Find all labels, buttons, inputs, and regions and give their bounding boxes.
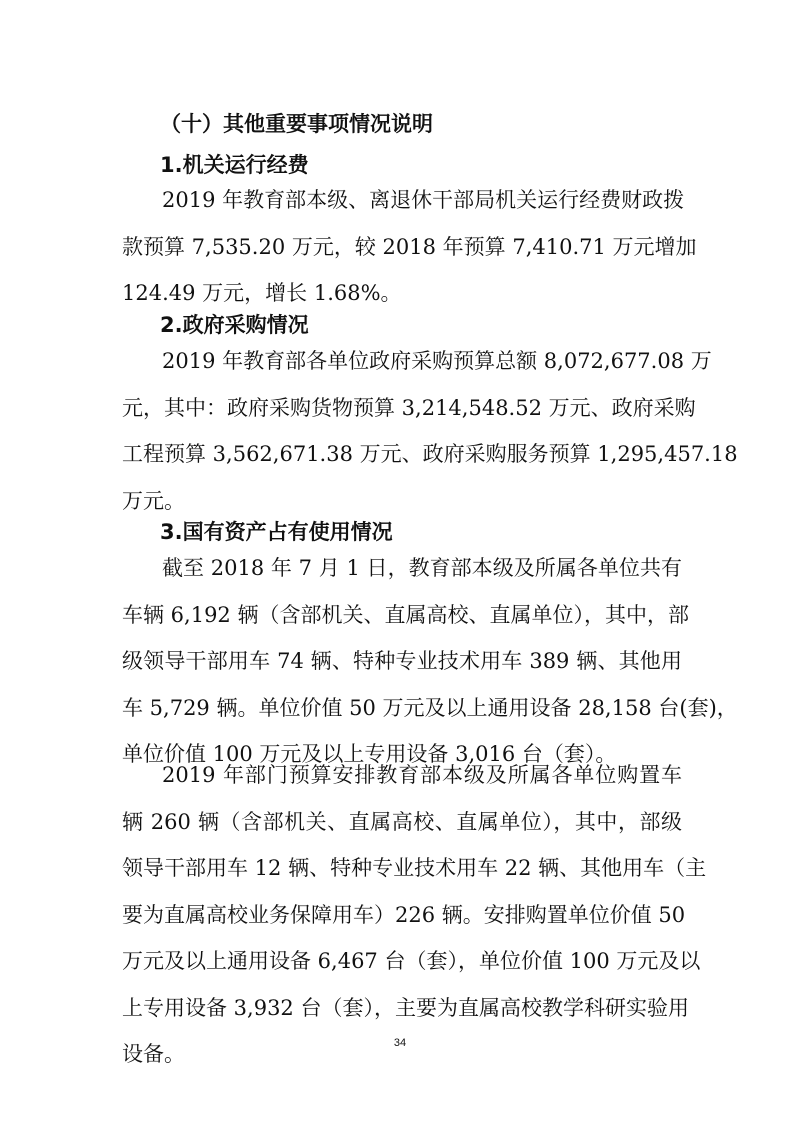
paragraph-state-assets-1 xyxy=(122,545,738,778)
paragraph-line: 车 5,729 辆。单位价值 50 万元及以上通用设备 28,158 台(套)， xyxy=(122,695,738,720)
heading-government-procurement: 2.政府采购情况 xyxy=(160,313,309,337)
paragraph-line: 级领导干部用车 74 辆、特种专业技术用车 389 辆、其他用 xyxy=(122,649,682,673)
heading-state-assets: 3.国有资产占有使用情况 xyxy=(160,520,393,544)
paragraph-line: 车辆 6,192 辆（含部机关、直属高校、直属单位），其中，部 xyxy=(122,602,689,627)
paragraph-operating-expenses xyxy=(122,177,697,317)
paragraph-line: 124.49 万元，增长 1.68%。 xyxy=(122,281,402,305)
paragraph-line: 款预算 7,535.20 万元，较 2018 年预算 7,410.71 万元增加 xyxy=(122,234,697,259)
paragraph-state-assets-2 xyxy=(122,752,707,1078)
paragraph-line: 辆 260 辆（含部机关、直属高校、直属单位），其中，部级 xyxy=(122,809,682,834)
paragraph-line: 要为直属高校业务保障用车）226 辆。安排购置单位价值 50 xyxy=(122,902,686,927)
paragraph-line: 元，其中：政府采购货物预算 3,214,548.52 万元、政府采购 xyxy=(122,395,696,420)
paragraph-line: 单位价值 100 万元及以上专用设备 3,016 台（套）。 xyxy=(122,742,617,766)
paragraph-line: 截至 2018 年 7 月 1 日，教育部本级及所属各单位共有 xyxy=(162,556,682,580)
paragraph-line: 万元。 xyxy=(122,488,185,513)
paragraph-government-procurement xyxy=(122,338,738,524)
paragraph-line: 万元及以上通用设备 6,467 台（套），单位价值 100 万元及以 xyxy=(122,949,701,973)
paragraph-line: 上专用设备 3,932 台（套），主要为直属高校教学科研实验用 xyxy=(122,995,689,1020)
page-number: 34 xyxy=(393,1037,407,1049)
paragraph-line: 2019 年教育部各单位政府采购预算总额 8,072,677.08 万 xyxy=(162,349,712,373)
paragraph-line: 设备。 xyxy=(122,1042,185,1066)
heading-operating-expenses: 1.机关运行经费 xyxy=(160,153,309,177)
paragraph-line: 领导干部用车 12 辆、特种专业技术用车 22 辆、其他用车（主 xyxy=(122,856,707,880)
paragraph-line: 2019 年教育部本级、离退休干部局机关运行经费财政拨 xyxy=(162,188,685,212)
section-title: （十）其他重要事项情况说明 xyxy=(160,112,433,136)
paragraph-line: 2019 年部门预算安排教育部本级及所属各单位购置车 xyxy=(162,763,682,787)
paragraph-line: 工程预算 3,562,671.38 万元、政府采购服务预算 1,295,457.18 xyxy=(122,442,738,466)
